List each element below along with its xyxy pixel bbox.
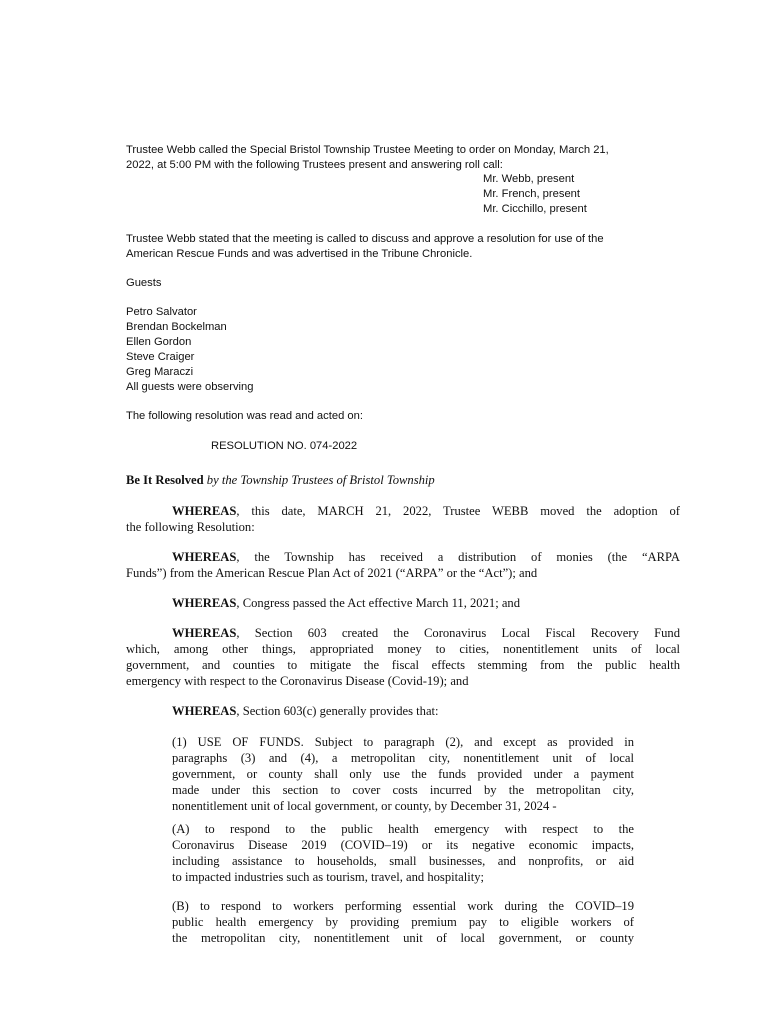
- quote-1-line: (1) USE OF FUNDS. Subject to paragraph (2), and except as provided in: [172, 735, 634, 749]
- whereas-2-line-2: Funds”) from the American Rescue Plan Act of 2021 (“ARPA” or the “Act”); and: [126, 566, 538, 580]
- quote-a-line: Coronavirus Disease 2019 (COVID–19) or its negative economic impacts,: [172, 838, 634, 852]
- whereas-4-line-2: which, among other things, appropriated money to cities, nonentitlement units of local: [126, 642, 680, 656]
- quote-a-line: (A) to respond to the public health emergency with respect to the: [172, 822, 634, 836]
- guests-note: All guests were observing: [126, 381, 254, 393]
- whereas-label: WHEREAS: [172, 704, 237, 718]
- quote-a-line: including assistance to households, small businesses, and nonprofits, or aid: [172, 854, 634, 868]
- purpose-line-2: American Rescue Funds and was advertised in the Tribune Chronicle.: [126, 248, 473, 260]
- guests-heading: Guests: [126, 277, 162, 289]
- whereas-label: WHEREAS: [172, 626, 237, 640]
- guest-name: Ellen Gordon: [126, 336, 192, 348]
- resolution-intro: The following resolution was read and acted on:: [126, 410, 363, 422]
- quote-1-line: nonentitlement unit of local government, or county, by December 31, 2024 -: [172, 799, 557, 813]
- guest-name: Steve Craiger: [126, 351, 195, 363]
- resolution-number: RESOLUTION NO. 074-2022: [211, 440, 358, 452]
- guest-name: Petro Salvator: [126, 306, 197, 318]
- intro-line-2: 2022, at 5:00 PM with the following Trustees present and answering roll call:: [126, 159, 503, 171]
- quote-b-line: public health emergency by providing premium pay to eligible workers of: [172, 915, 634, 929]
- roll-call-item: Mr. French, present: [483, 188, 580, 200]
- quote-b-line: (B) to respond to workers performing essential work during the COVID–19: [172, 899, 634, 913]
- whereas-4-line-1: WHEREAS, Section 603 created the Coronavirus Local Fiscal Recovery Fund: [172, 626, 680, 640]
- whereas-3-line-1: WHEREAS, Congress passed the Act effective March 11, 2021; and: [172, 596, 521, 610]
- whereas-label: WHEREAS: [172, 504, 237, 518]
- purpose-line-1: Trustee Webb stated that the meeting is called to discuss and approve a resolution for use of the: [126, 233, 604, 245]
- intro-line-1: Trustee Webb called the Special Bristol Township Trustee Meeting to order on Monday, March 21,: [126, 144, 609, 156]
- whereas-5-line-1: WHEREAS, Section 603(c) generally provides that:: [172, 704, 439, 718]
- whereas-label: WHEREAS: [172, 596, 237, 610]
- whereas-2-line-1: WHEREAS, the Township has received a distribution of monies (the “ARPA: [172, 550, 680, 564]
- quote-1-line: made under this section to cover costs incurred by the metropolitan city,: [172, 783, 634, 797]
- roll-call-item: Mr. Webb, present: [483, 173, 575, 185]
- whereas-4-line-4: emergency with respect to the Coronavirus Disease (Covid-19); and: [126, 674, 469, 688]
- quote-1-line: paragraphs (3) and (4), a metropolitan city, nonentitlement unit of local: [172, 751, 634, 765]
- be-it-resolved: [126, 472, 435, 488]
- be-it-resolved-italic: by the Township Trustees of Bristol Township: [203, 473, 435, 487]
- roll-call-item: Mr. Cicchillo, present: [483, 203, 587, 215]
- whereas-label: WHEREAS: [172, 550, 237, 564]
- be-it-resolved-bold: Be It Resolved: [126, 473, 204, 487]
- quote-a-line: to impacted industries such as tourism, travel, and hospitality;: [172, 870, 484, 884]
- whereas-1-line-1: WHEREAS, this date, MARCH 21, 2022, Trustee WEBB moved the adoption of: [172, 504, 680, 518]
- quote-b-line: the metropolitan city, nonentitlement unit of local government, or county: [172, 931, 634, 945]
- whereas-4-line-3: government, and counties to mitigate the fiscal effects stemming from the public health: [126, 658, 680, 672]
- whereas-1-line-2: the following Resolution:: [126, 520, 255, 534]
- guest-name: Greg Maraczi: [126, 366, 194, 378]
- quote-1-line: government, or county shall only use the funds provided under a payment: [172, 767, 634, 781]
- guest-name: Brendan Bockelman: [126, 321, 227, 333]
